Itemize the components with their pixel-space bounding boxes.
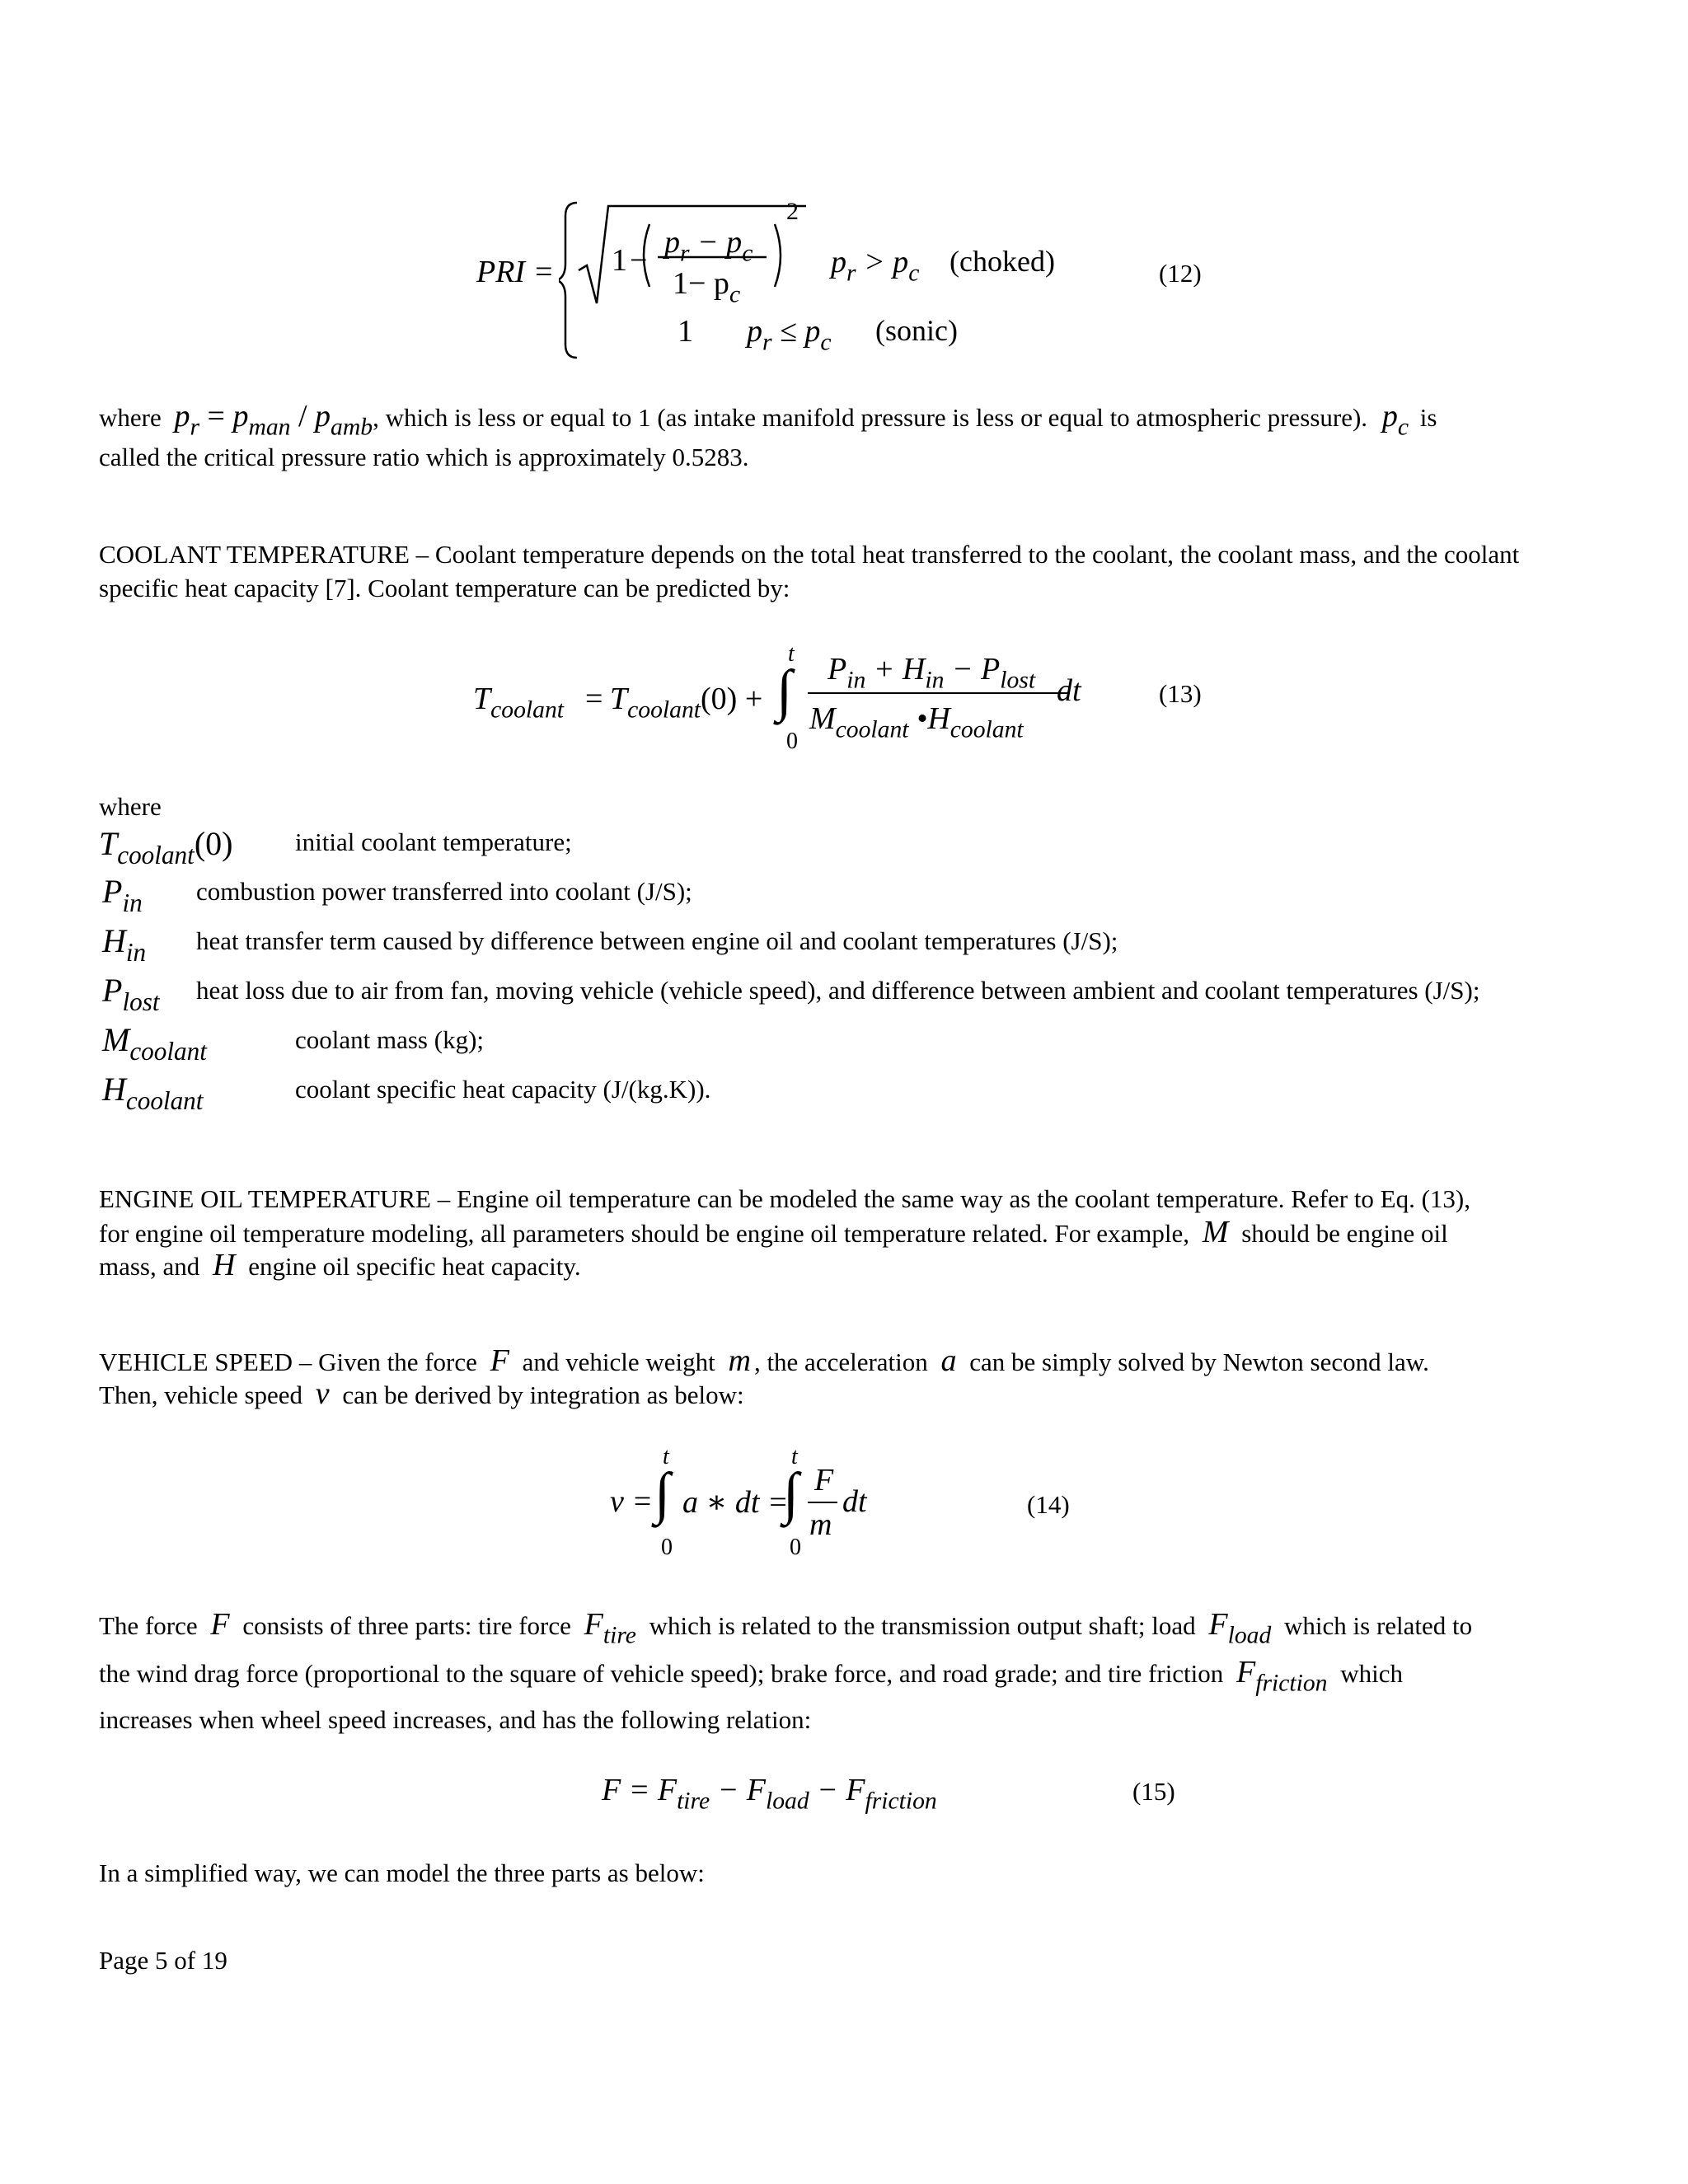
where-label: where [99,792,162,821]
variable-description: combustion power transferred into coolant (J/S); [196,877,692,906]
eq14-middle: a ∗ dt = [682,1485,789,1520]
eq15-number: (15) [1132,1777,1175,1806]
variable-description: initial coolant temperature; [295,827,572,856]
variable-symbol: $M_{coolant}$ [102,1021,207,1066]
eq14-denominator: m [809,1507,832,1542]
eq14-number: (14) [1027,1490,1070,1519]
tire-force-symbol: $F_{tire}$ [584,1607,636,1649]
load-force-symbol: $F_{load}$ [1208,1607,1272,1649]
pc-symbol: $p_c$ [1381,399,1409,441]
eq14-fraction-bar [808,1502,837,1503]
eq14-numerator: F [814,1463,834,1497]
eq12-lhs: PRI = [476,255,555,289]
eq13-lower-limit: 0 [786,729,798,754]
weight-symbol: m [728,1343,751,1378]
eq14-lower-limit-1: 0 [661,1535,673,1560]
coolant-temperature-paragraph: COOLANT TEMPERATURE – Coolant temperature depends on the total heat transferred to the coolant, the coolant mass, and the coolant specific heat capacity [7]. Coolant temperature can be predicted by: [99,540,1520,602]
eq15-expression: $F = F_{tire} - F_{load} - F_{friction}$ [602,1773,937,1815]
eq12-minus: − [630,243,648,278]
variable-symbol: $T_{coolant}(0)$ [99,825,233,869]
variable-description: coolant specific heat capacity (J/(kg.K)). [295,1075,711,1104]
eq12-case1-label: (choked) [950,245,1055,278]
force-symbol: F [490,1343,509,1378]
eq12-numerator: $p_r - p_c$ [664,225,753,267]
eq14-upper-limit-2: t [791,1444,798,1469]
friction-force-symbol: $F_{friction}$ [1236,1655,1328,1697]
eq13-number: (13) [1159,679,1202,708]
eq12-case2-label: (sonic) [875,314,958,347]
eq13-integral-sign: ∫ [776,659,793,723]
eq12-denominator: $1- p_c$ [673,266,741,308]
variable-description: heat transfer term caused by difference between engine oil and coolant temperatures (J/S); [196,926,1118,955]
variable-symbol: $P_{lost}$ [102,972,160,1016]
velocity-symbol: v [315,1376,330,1411]
eq14-upper-limit-1: t [663,1444,669,1469]
eq14-integral-sign-2: ∫ [783,1462,799,1526]
variable-symbol: $H_{coolant}$ [102,1071,204,1115]
eq13-initial: $T_{coolant}(0)$ + [610,682,763,724]
mass-symbol: M [1202,1215,1229,1249]
variable-description: coolant mass (kg); [295,1025,485,1054]
eq12-case1-condition: $p_r > p_c$ [831,245,920,287]
eq12-exponent: 2 [786,198,799,225]
eq13-lhs: $T_{coolant}$ [473,682,565,724]
eq12-case2-value: 1 [678,314,693,349]
variable-description: heat loss due to air from fan, moving vehicle (vehicle speed), and difference between ambient and coolant temperatures (J/S); [196,976,1480,1005]
eq13-denominator: $M_{coolant}$ $•H_{coolant}$ [809,701,1024,743]
acceleration-symbol: a [940,1343,957,1378]
eq13-fraction-bar [808,692,1070,694]
simplified-model-sentence: In a simplified way, we can model the three parts as below: [99,1858,705,1887]
eq13-upper-limit: t [788,641,795,667]
document-page: PRI = 1 − $p_r - p_c$ $1- p_c$ 2 $p_r > p_c$ (choked) 1 $p_r \le p_c$ (sonic) (12) where $p_r = p_{man} / p_{amb}$, which is less or equal to 1 (as intake manifold pressure is less or equal to atmospheric pressure). $p_c$ is called the critical pressure ratio which is approximately 0.5283. COOLANT TEMPERATURE – Coolant temperature depends on the total heat transferred to the coolant, the coolant mass, and the coolant specific heat capacity [7]. Coolant temperature can be predicted by: $T_{coolant}$ = $T_{coolant}(0)$ + t ∫ 0 $P_{in} + H_{in} - P_{lost}$ $M_{coolant}$ $•H_{coolant}$ dt (13) where $T_{coolant}(0)$ initial coolant temperature; $P_{in}$ combustion power transferred into coolant (J/S); $H_{in}$ heat transfer term caused by difference between engine oil and coolant temperatures (J/S); $P_{lost}$ heat loss due to air from fan, moving vehicle (vehicle speed), and difference between ambient and coolant temperatures (J/S); $M_{coolant}$ coolant mass (kg); $H_{coolant}$ coolant specific heat capacity (J/(kg.K)). ENGINE OIL TEMPERATURE – Engine oil temperature can be modeled the same way as the coolant temperature. Refer to Eq. (13), for engine oil temperature modeling, all parameters should be engine oil temperature related. For example, M should be engine oil mass, and H engine oil specific heat capacity. VEHICLE SPEED – Given the force F and vehicle weight m , the acceleration a can be simply solved by Newton second law. Then, vehicle speed v can be derived by integration as below: v = t ∫ 0 a ∗ dt = t ∫ 0 F m dt (14) The force F consists of three parts: tire force $F_{tire}$ which is related to the transmission output shaft; load $F_{load}$ which is related to the wind drag force (proportional to the square of vehicle speed); brake force, and road grade; and tire friction $F_{friction}$ which increases when wheel speed increases, and has the following relation: $F = F_{tire} - F_{load} - F_{friction}$ (15) In a simplified way, we can model the three parts as below: Page 5 of 19 [0,0,1688,2184]
eq14-dt: dt [842,1484,867,1519]
eq12-case2-condition: $p_r \le p_c$ [747,314,832,356]
pr-symbol: $p_r = p_{man} / p_{amb}$ [174,399,373,441]
eq13-dt: dt [1057,673,1081,708]
variable-symbol: $P_{in}$ [102,873,143,917]
pressure-ratio-line2: called the critical pressure ratio which is approximately 0.5283. [99,443,749,471]
eq12-one: 1 [612,243,627,278]
eq14-integral-sign-1: ∫ [654,1462,671,1526]
heat-capacity-symbol: H [213,1248,236,1282]
eq14-lhs: v = [610,1484,654,1519]
page-footer: Page 5 of 19 [99,1946,227,1975]
eq14-lower-limit-2: 0 [790,1535,801,1560]
variable-symbol: $H_{in}$ [102,922,147,967]
eq13-numerator: $P_{in} + H_{in} - P_{lost}$ [828,652,1036,694]
eq12-number: (12) [1159,259,1202,288]
